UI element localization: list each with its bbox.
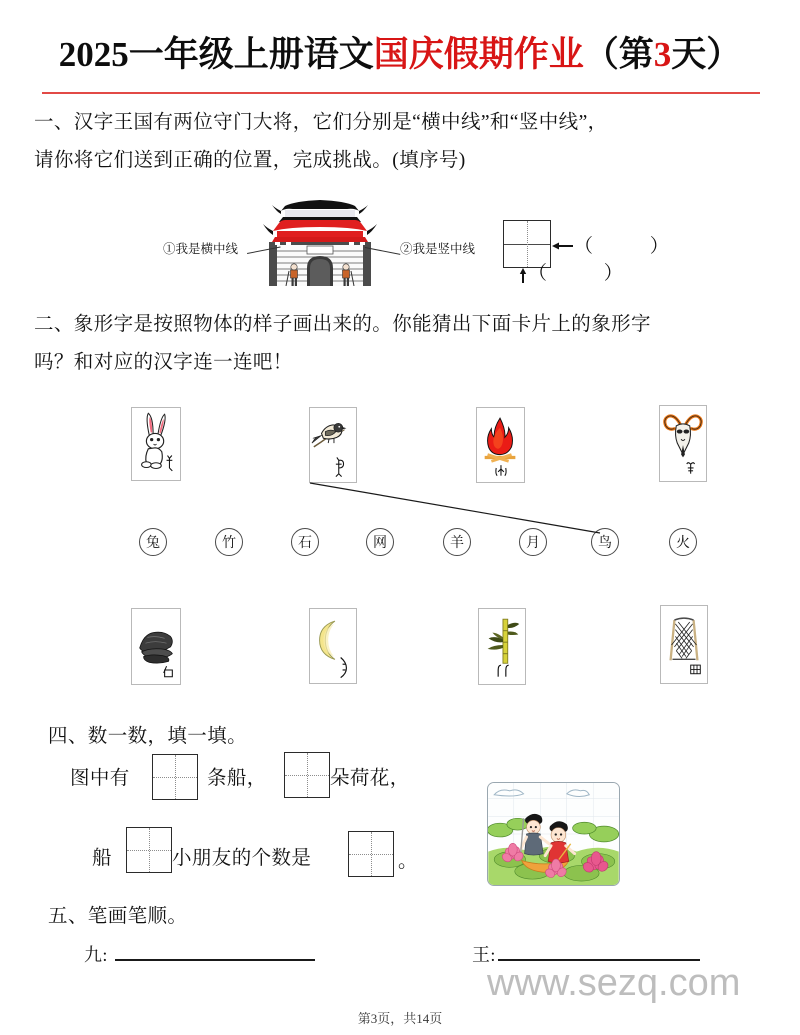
char-circle-1[interactable]: 竹: [215, 528, 243, 556]
stone-card[interactable]: [131, 608, 181, 685]
title-underline-rule: [42, 92, 760, 94]
sheep-card[interactable]: [659, 405, 707, 482]
q1-label-right: ②我是竖中线: [400, 242, 476, 256]
fire-card[interactable]: [476, 407, 525, 483]
page-title: [0, 36, 800, 75]
title-part-black-3: 天）: [671, 35, 742, 74]
q2-line-1: 二、象形字是按照物体的样子画出来的。你能猜出下面卡片上的象形字: [34, 314, 651, 335]
char-circle-5[interactable]: 月: [519, 528, 547, 556]
q4-answer-box-lotus[interactable]: [284, 752, 330, 798]
q5-item-2-label: 王:: [472, 945, 496, 965]
title-part-black-1: 2025一年级上册语文: [58, 35, 374, 74]
q1-label-left: ①我是横中线: [163, 242, 239, 256]
q5-item-1-blank[interactable]: [115, 959, 315, 961]
title-part-red: 国庆假期作业: [373, 35, 584, 74]
q4-line2-part-b: 小朋友的个数是: [172, 848, 312, 869]
q4-line1-part-b: 条船，: [207, 768, 267, 789]
q1-line-1: 一、汉字王国有两位守门大将，它们分别是“横中线”和“竖中线”，: [34, 112, 608, 133]
q5-item-2-blank[interactable]: [498, 959, 700, 961]
title-day-number: 3: [653, 35, 672, 74]
char-circle-7[interactable]: 火: [669, 528, 697, 556]
char-circle-6[interactable]: 鸟: [591, 528, 619, 556]
title-part-black-2: （第: [583, 35, 654, 74]
site-watermark: www.sezq.com: [487, 962, 741, 1004]
q5-heading: 五、笔画笔顺。: [48, 906, 188, 927]
q1-answer-paren-bottom[interactable]: （ ）: [528, 263, 649, 284]
moon-card[interactable]: [309, 608, 357, 684]
rabbit-card[interactable]: [131, 407, 181, 481]
q4-line1-part-a: 图中有: [70, 768, 130, 789]
q1-answer-paren-right[interactable]: （ ）: [574, 236, 695, 257]
q4-heading: 四、数一数，填一填。: [48, 726, 248, 747]
q2-line-2: 吗？和对应的汉字连一连吧！: [34, 352, 293, 373]
arrow-left-icon: [552, 241, 574, 251]
page-footer: 第3页，共14页: [357, 1011, 443, 1026]
char-circle-3[interactable]: 网: [366, 528, 394, 556]
children-boat-lotus-picture: [487, 782, 620, 886]
q1-line-2: 请你将它们送到正确的位置，完成挑战。(填序号): [34, 150, 466, 171]
q4-line2-part-a: 船: [92, 848, 112, 869]
q4-answer-box-children[interactable]: [348, 831, 394, 877]
q4-line1-part-c: 朵荷花，: [330, 768, 410, 789]
city-gate-illustration: [255, 198, 385, 286]
char-circle-0[interactable]: 兔: [139, 528, 167, 556]
arrow-up-icon: [518, 268, 528, 284]
bird-card[interactable]: [309, 407, 357, 483]
q4-line2-part-c: 。: [398, 851, 418, 872]
net-card[interactable]: [660, 605, 708, 684]
char-circle-2[interactable]: 石: [291, 528, 319, 556]
char-circle-4[interactable]: 羊: [443, 528, 471, 556]
q5-item-1-label: 九:: [84, 945, 108, 965]
q4-answer-box-boat2[interactable]: [126, 827, 172, 873]
q4-answer-box-boats[interactable]: [152, 754, 198, 800]
bamboo-card[interactable]: [478, 608, 526, 685]
